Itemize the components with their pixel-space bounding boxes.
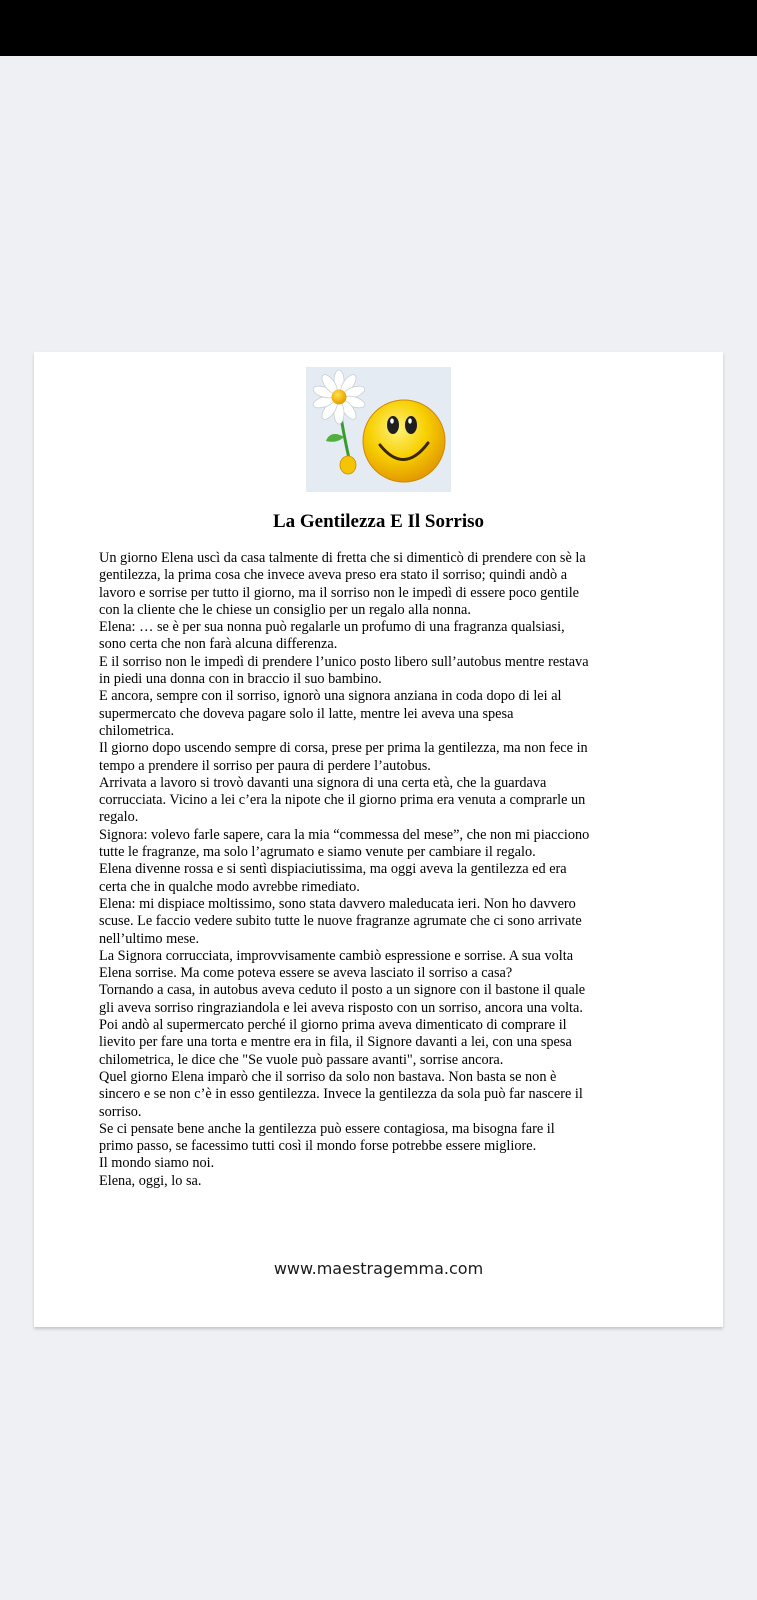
- story-line: Elena divenne rossa e si sentì dispiaciutissima, ma oggi aveva la gentilezza ed era: [99, 861, 567, 878]
- story-line: Arrivata a lavoro si trovò davanti una signora di una certa età, che la guardava: [99, 774, 547, 791]
- document-page: [34, 352, 723, 1327]
- story-line: primo passo, se facessimo tutti così il mondo forse potrebbe essere migliore.: [99, 1138, 537, 1155]
- story-line: sono certa che non farà alcuna differenza.: [99, 636, 338, 653]
- story-line: Elena: mi dispiace moltissimo, sono stata davvero maleducata ieri. Non ho davvero: [99, 895, 576, 912]
- story-line: La Signora corrucciata, improvvisamente cambiò espressione e sorrise. A sua volta: [99, 947, 574, 964]
- story-line: Il mondo siamo noi.: [99, 1155, 215, 1172]
- story-line: supermercato che doveva pagare solo il latte, mentre lei aveva una spesa: [99, 705, 514, 722]
- story-line: Tornando a casa, in autobus aveva ceduto il posto a un signore con il bastone il quale: [99, 982, 586, 999]
- story-line: corrucciata. Vicino a lei c’era la nipote che il giorno prima era venuta a comprarle un: [99, 792, 586, 809]
- page-title: La Gentilezza E Il Sorriso: [272, 511, 485, 532]
- story-line: regalo.: [99, 809, 139, 826]
- story-line: Elena sorrise. Ma come poteva essere se aveva lasciato il sorriso a casa?: [99, 965, 513, 982]
- story-line: certa che in qualche modo avrebbe rimediato.: [99, 878, 360, 895]
- story-line: in piedi una donna con in braccio il suo bambino.: [99, 671, 382, 688]
- website-url: www.maestragemma.com: [273, 1259, 484, 1278]
- story-line: E il sorriso non le impedì di prendere l’unico posto libero sull’autobus mentre restava: [99, 653, 589, 670]
- story-line: E ancora, sempre con il sorriso, ignorò una signora anziana in coda dopo di lei al: [99, 688, 562, 705]
- story-line: sincero e se non c’è in esso gentilezza. Invece la gentilezza da sola può far nascere il: [99, 1086, 583, 1103]
- story-line: Signora: volevo farle sapere, cara la mia “commessa del mese”, che non mi piacciono: [99, 826, 590, 843]
- story-line: tempo a prendere il sorriso per paura di perdere l’autobus.: [99, 757, 431, 774]
- story-text: [99, 550, 689, 1190]
- story-line: nell’ultimo mese.: [99, 930, 200, 947]
- story-line: Quel giorno Elena imparò che il sorriso da solo non bastava. Non basta se non è: [99, 1068, 557, 1085]
- story-line: Il giorno dopo uscendo sempre di corsa, prese per prima la gentilezza, ma non fece in: [99, 740, 588, 757]
- status-bar: [0, 0, 757, 56]
- story-line: Poi andò al supermercato perché il giorno prima aveva dimenticato di comprare il: [99, 1017, 567, 1034]
- story-line: Elena, oggi, lo sa.: [99, 1172, 202, 1189]
- story-line: chilometrica, le dice che "Se vuole può passare avanti", sorrise ancora.: [99, 1051, 504, 1068]
- story-line: lievito per fare una torta e mentre era in fila, il Signore davanti a lei, con una spesa: [99, 1034, 572, 1051]
- story-line: lavoro e sorrise per tutto il giorno, ma il sorriso non le impedì di essere poco gentile: [99, 584, 580, 601]
- story-line: sorriso.: [99, 1103, 142, 1120]
- story-line: con la cliente che le chiese un consiglio per un regalo alla nonna.: [99, 601, 471, 618]
- story-line: Elena: … se è per sua nonna può regalarle un profumo di una fragranza qualsiasi,: [99, 619, 565, 636]
- story-line: Un giorno Elena uscì da casa talmente di fretta che si dimenticò di prendere con sè la: [99, 550, 586, 566]
- story-line: tutte le fragranze, ma solo l’agrumato e siamo venute per cambiare il regalo.: [99, 844, 536, 861]
- smiley-with-daisy-icon: [306, 367, 451, 492]
- story-line: Se ci pensate bene anche la gentilezza può essere contagiosa, ma bisogna fare il: [99, 1120, 555, 1137]
- story-line: chilometrica.: [99, 722, 175, 739]
- story-line: scuse. Le faccio vedere subito tutte le nuove fragranze agrumate che ci sono arrivate: [99, 913, 582, 930]
- story-line: gentilezza, la prima cosa che invece aveva preso era stato il sorriso; quindi andò a: [99, 567, 568, 584]
- story-line: gli aveva sorriso ringraziandola e lei aveva risposto con un sorriso, ancora una volta.: [99, 999, 583, 1016]
